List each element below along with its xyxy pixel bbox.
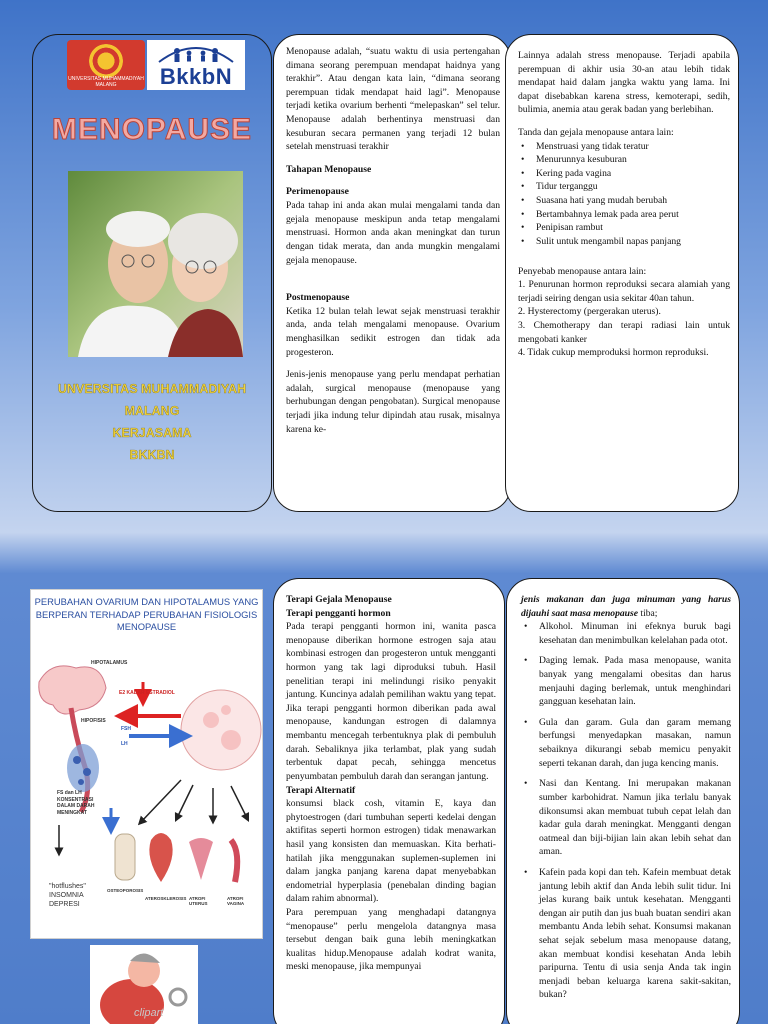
foods-panel — [506, 578, 740, 1024]
cover-panel — [32, 34, 272, 512]
cause-item: 1. Penurunan hormon reproduksi secara alamiah yang terjadi seiring dengan usia sekitar 40an tahun. — [518, 279, 730, 304]
label-hipotalamus: HIPOTALAMUS — [91, 660, 128, 666]
closing-text: Para perempuan yang menghadapi datangnya “menopause” perlu mengelola datangnya masa tersebut dengan baik guna lebih meningkatkan kualitas hidup.Menopause adalah kodrat wanita, meski menopause, jika mempunyai — [286, 907, 496, 973]
label-symptoms: "hotflushes" INSOMNIA DEPRESI — [49, 883, 86, 909]
bkkbn-logo — [147, 40, 245, 90]
cover-line-3: BKKBN — [129, 447, 175, 462]
cause-item: 3. Chemotherapy dan terapi radiasi lain untuk mengobati kanker — [518, 319, 730, 345]
label-aterosklerosis: ATEROSKLEROSIS — [145, 896, 187, 901]
ovarium-infographic — [30, 589, 263, 939]
list-item: • Kafein pada kopi dan teh. Kafein membuat detak jantung lebih aktif dan Anda lebih sulit tidur. Ini jelas kurang baik untuk kesehatan. Mengganti dengan air putih dan jus buah buatan sendiri akan membantu Anda lebih sehat. Konsumsi makanan sehat sejak sebelum masa menopause datang, akan membuat kondisi kesehatan Anda lebih paripurna. Tentu di usia senja Anda tak ingin menjadi beban keluarga karena sakit-sakitan, bukan? — [521, 866, 731, 1002]
cause-item: 2. Hysterectomy (pergerakan uterus). — [518, 306, 661, 318]
stress-menopause-text: Lainnya adalah stress menopause. Terjadi apabila perempuan di akhir usia 30-an atau lebih tidak mendapat haid dalam jangka waktu yang lama. Ini dapat disebabkan karena stress, kemoterapi, sedih, bulimia, anemia atau gerak badan yang berlebihan. — [518, 50, 730, 116]
cover-title: MENOPAUSE — [51, 113, 253, 146]
family-icon — [155, 42, 237, 64]
heading-perimenopause: Perimenopause — [286, 186, 349, 198]
list-item: • Gula dan garam. Gula dan garam memang berfungsi menyedapkan masakan, namun sebaiknya dikurangi sebab memicu penyakit seperti tekanan darah, dan juga kencing manis. — [521, 716, 731, 770]
perimenopause-text: Pada tahap ini anda akan mulai mengalami tanda dan gejala menopause meskipun anda tetap mengalami menstruasi. Hormon anda akan meningkat dan turun dengan tidak merata, dan anda mungkin mengalami gejala menopause. — [286, 200, 500, 266]
clipart-watermark: clipart — [134, 1007, 164, 1019]
cover-institution — [33, 379, 271, 467]
label-hipofisis: HIPOFISIS — [81, 718, 106, 724]
terapi-alternatif-text: konsumsi black cosh, vitamin E, kaya dan phytoestrogen (dari tumbuhan seperti kedelai dengan aktifitas seperti hormon estrogen) tidak menawarkan hasil yang konsisten dan memuaskan. Kita berhati-hatilah jika menggunakan suplemen-suplemen ini dalam jangka panjang karena dapat menyebabkan endometrial hyperplasia (penebalan dinding bagian dalam rahim abnormal). — [286, 798, 496, 905]
heading-terapi-hormon: Terapi pengganti hormon — [286, 607, 391, 619]
label-fsh: FSH — [121, 726, 131, 732]
infographic-title: PERUBAHAN OVARIUM DAN HIPOTALAMUS YANG BERPERAN TERHADAP PERUBAHAN FISIOLOGIS MENOPAUSE — [34, 596, 259, 633]
list-item: • Tidur terganggu — [518, 180, 730, 194]
label-lh: LH — [121, 741, 128, 747]
label-atrofi-uterus: ATROFI UTERUS — [189, 896, 208, 906]
list-item: • Menurunnya kesuburan — [518, 153, 730, 167]
heading-penyebab: Penyebab menopause antara lain: — [518, 265, 647, 277]
cover-line-2: KERJASAMA — [112, 425, 192, 440]
list-item: • Kering pada vagina — [518, 167, 730, 181]
umm-logo — [67, 40, 145, 90]
heading-terapi-alternatif: Terapi Alternatif — [286, 784, 356, 796]
therapy-panel — [273, 578, 505, 1024]
hot-flash-cartoon — [90, 945, 198, 1024]
jenis-menopause-text: Jenis-jenis menopause yang perlu mendapat perhatian adalah, surgical menopause (menopause yang berhubungan dengan pengobatan). Surgical menopause terjadi jika indung telur dipindah atau rusak, misalnya karena ke- — [286, 369, 500, 435]
heading-terapi-gejala: Terapi Gejala Menopause — [286, 594, 392, 605]
heading-postmenopause: Postmenopause — [286, 292, 350, 304]
heading-tanda: Tanda dan gejala menopause antara lain: — [518, 127, 674, 139]
label-konsentrasi: FS dan LH KONSENTRASI DALAM DARAH MENINGKAT — [57, 790, 95, 816]
list-item: • Nasi dan Kentang. Ini merupakan makanan sumber karbohidrat. Namun jika terlalu banyak dikonsumsi akan membuat tubuh cepat lelah dan kadar gula darah meningkat. Mengganti dengan oatmeal dan biji-bijian lain akan lebih sehat dan aman. — [521, 777, 731, 859]
symptoms-panel — [505, 34, 739, 512]
cause-item: 4. Tidak cukup memproduksi hormon reproduksi. — [518, 347, 709, 359]
foods-heading-tail: tiba; — [638, 607, 658, 619]
foods-list — [521, 620, 731, 1002]
label-estradiol: E2 KADAR ESTRADIOL — [119, 690, 175, 696]
foods-heading: jenis makanan dan juga minuman yang harus dijauhi saat masa menopause — [521, 594, 731, 619]
symptoms-list — [518, 140, 730, 249]
definition-panel — [273, 34, 511, 512]
list-item: • Bertambahnya lemak pada area perut — [518, 208, 730, 222]
label-osteoporosis: OSTEOPOROSIS — [107, 888, 144, 893]
menopause-definition: Menopause adalah, “suatu waktu di usia pertengahan dimana seorang perempuan mendapat haidnya yang terakhir”. Atau dengan kata lain, “dimana seorang perempuan tidak mendapat haid lagi”. Menopause terjadi ketika ovarium berhenti “melepaskan” sel telur. Menopause adalah berhentinya menstruasi dan kesuburan secara permanen yang terjadi 12 bulan setelah menstruasi terakhir — [286, 46, 500, 153]
list-item: • Menstruasi yang tidak teratur — [518, 140, 730, 154]
elderly-couple-photo — [68, 171, 243, 357]
label-atrofi-vagina: ATROFI VAGINA — [227, 896, 245, 906]
bkkbn-logo-text: BkkbN — [159, 64, 233, 89]
list-item: • Daging lemak. Pada masa menopause, wanita banyak yang mengalami obesitas dan harus menjauhi daging berlemak, untuk menghindari gangguan kesehatan lain. — [521, 654, 731, 708]
list-item: • Penipisan rambut — [518, 221, 730, 235]
postmenopause-text: Ketika 12 bulan telah lewat sejak menstruasi terakhir anda, anda telah mengalami menopause. Ovarium menghasilkan sedikit estrogen dan tidak ada progesteron. — [286, 305, 500, 358]
terapi-hormon-text: Pada terapi pengganti hormon ini, wanita pasca menopause diberikan hormone estrogen saja atau kombinasi estrogen dan progesteron untuk mengganti hormon yang tak lagi diproduksi tubuh. Hasil penelitian terapi ini melindungi risiko penyakit jantung. Kuncinya adalah pemilihan waktu yang tepat. Jika terapi pengganti hormon diberikan pada awal menopause, kandungan estrogen di dalamnya membantu mencegah terbentuknya plak di pembuluh darah. Sebaliknya jika terlambat, plak yang sudah terbentuk dapat pecah, sehingga mencetus penyumbatan pembuluh darah dan serangan jantung. — [286, 621, 496, 782]
umm-logo-text: UNIVERSITAS MUHAMMADIYAH MALANG — [68, 76, 144, 88]
heading-tahapan: Tahapan Menopause — [286, 163, 372, 175]
list-item: • Suasana hati yang mudah berubah — [518, 194, 730, 208]
list-item: • Sulit untuk mengambil napas panjang — [518, 235, 730, 249]
cover-line-1: UNVERSITAS MUHAMMADIYAH MALANG — [57, 382, 247, 418]
list-item: • Alkohol. Minuman ini efeknya buruk bagi kesehatan dan menimbulkan kelelahan pada otot. — [521, 620, 731, 647]
